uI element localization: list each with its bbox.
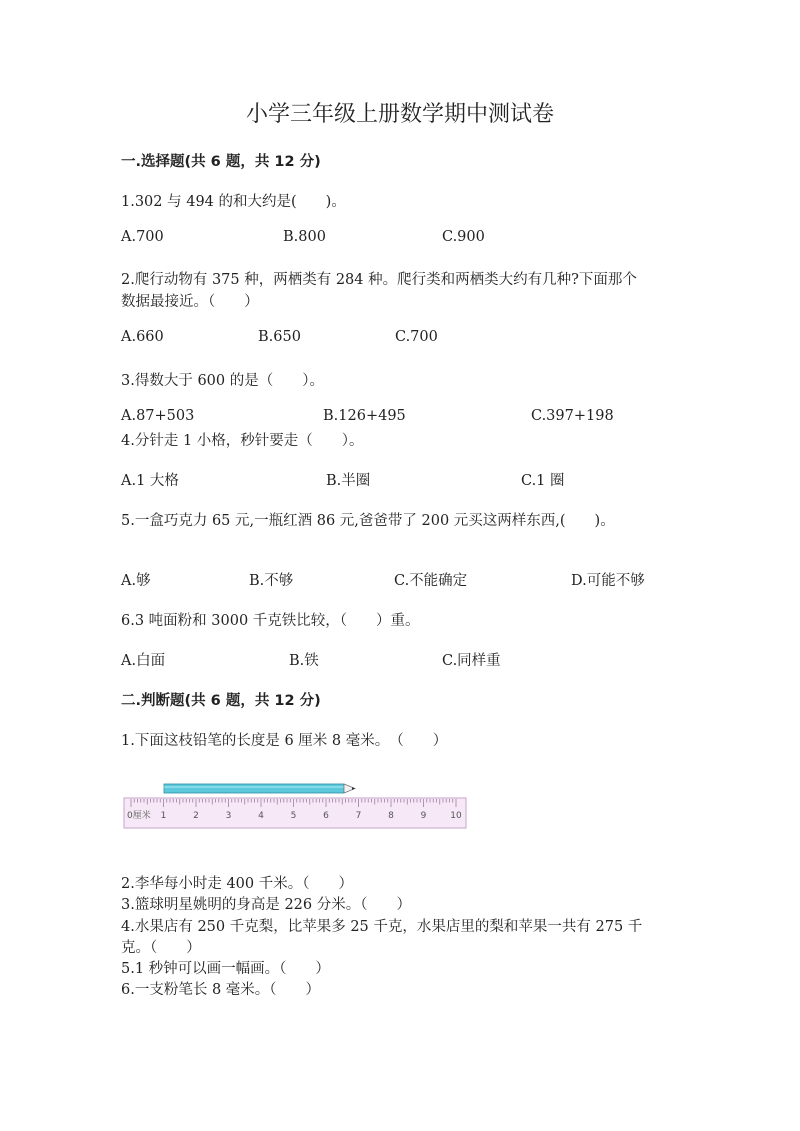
section-heading-judgment: 二.判断题(共 6 题，共 12 分) — [121, 693, 321, 709]
option-c: C.700 — [395, 329, 438, 345]
option-c: C.900 — [442, 229, 485, 245]
question-6: 6.3 吨面粉和 3000 千克铁比较，（ ）重。 — [121, 613, 420, 629]
option-a: A.660 — [121, 329, 164, 345]
question-5: 5.1 秒钟可以画一幅画。（ ） — [121, 961, 330, 977]
option-b: B.半圈 — [326, 473, 371, 489]
ruler-tick-label: 9 — [420, 811, 427, 821]
option-b: B.不够 — [249, 573, 294, 589]
ruler-unit-label: 0厘米 — [127, 811, 151, 821]
question-6: 6.一支粉笔长 8 毫米。（ ） — [121, 982, 321, 998]
ruler-tick-label: 8 — [388, 811, 394, 821]
question-4: 4.分针走 1 小格，秒针要走（ ）。 — [121, 433, 364, 449]
ruler-pencil-illustration — [123, 778, 468, 830]
pencil — [164, 784, 355, 793]
question-1: 1.302 与 494 的和大约是( )。 — [121, 194, 346, 210]
option-c: C.397+198 — [531, 408, 614, 424]
section-heading-choice: 一.选择题(共 6 题，共 12 分) — [121, 154, 321, 170]
question-5: 5.一盒巧克力 65 元,一瓶红酒 86 元,爸爸带了 200 元买这两样东西,( )。 — [121, 513, 615, 529]
option-b: B.铁 — [289, 653, 319, 669]
option-c: C.不能确定 — [394, 573, 468, 589]
page-title: 小学三年级上册数学期中测试卷 — [245, 102, 554, 127]
ruler-tick-label: 2 — [193, 811, 199, 821]
option-b: B.650 — [258, 329, 301, 345]
option-a: A.87+503 — [121, 408, 195, 424]
ruler-tick-label: 1 — [160, 811, 167, 821]
ruler-tick-label: 3 — [225, 811, 232, 821]
question-1: 1.下面这枝铅笔的长度是 6 厘米 8 毫米。 （ ） — [121, 733, 448, 749]
ruler-tick-label: 4 — [258, 811, 264, 821]
option-b: B.800 — [283, 229, 326, 245]
option-c: C.1 圈 — [521, 473, 565, 489]
ruler-tick-label: 6 — [323, 811, 329, 821]
question-2: 2.李华每小时走 400 千米。（ ） — [121, 876, 353, 892]
ruler-figure — [123, 778, 468, 830]
question-2-line-2: 数据最接近。（ ） — [121, 294, 259, 310]
option-d: D.可能不够 — [571, 573, 645, 589]
option-a: A.够 — [121, 573, 151, 589]
option-c: C.同样重 — [442, 653, 501, 669]
question-2-line-1: 2.爬行动物有 375 种，两栖类有 284 种。爬行类和两栖类大约有几种?下面那个 — [121, 272, 637, 288]
ruler-tick-label: 7 — [355, 811, 362, 821]
option-a: A.1 大格 — [121, 473, 179, 489]
option-a: A.白面 — [121, 653, 166, 669]
question-4-line-2: 克。（ ） — [121, 940, 201, 956]
question-3: 3.得数大于 600 的是（ ）。 — [121, 373, 324, 389]
question-4-line-1: 4.水果店有 250 千克梨，比苹果多 25 千克，水果店里的梨和苹果一共有 275 千 — [121, 919, 643, 935]
ruler-tick-label: 5 — [290, 811, 297, 821]
option-a: A.700 — [121, 229, 164, 245]
question-3: 3.篮球明星姚明的身高是 226 分米。（ ） — [121, 897, 411, 913]
option-b: B.126+495 — [323, 408, 406, 424]
ruler-tick-label: 10 — [450, 811, 462, 821]
